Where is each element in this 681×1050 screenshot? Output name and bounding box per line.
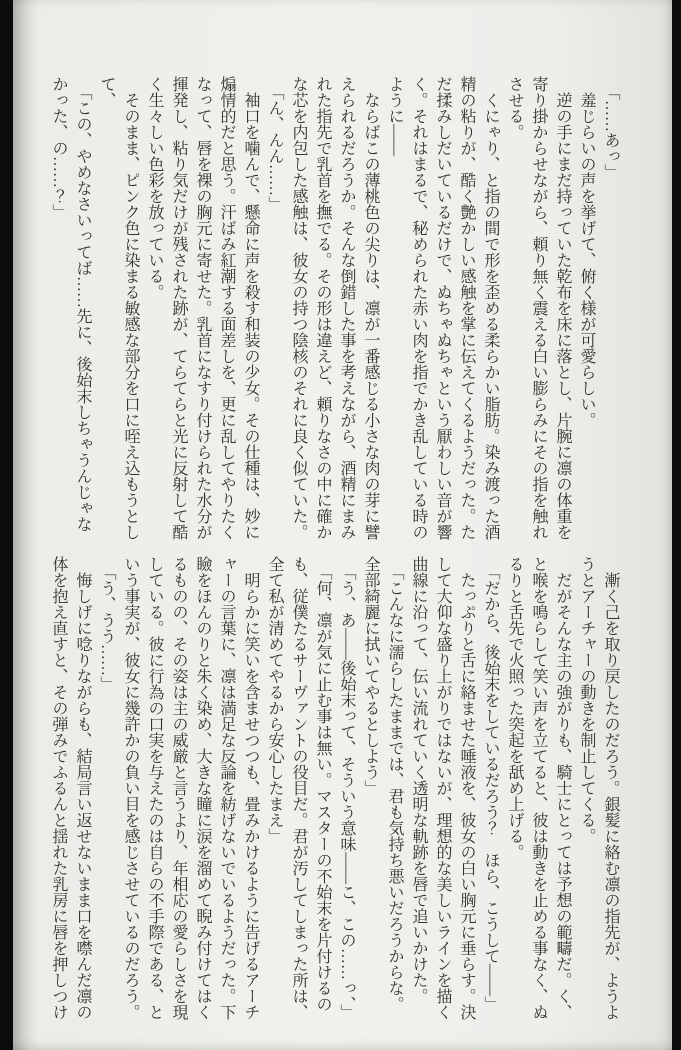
text-line: たっぷりと舌に絡ませた唾液を、彼女の白い胸元に垂らす。決 — [458, 556, 475, 1020]
text-line: ように―― — [386, 76, 403, 156]
text-line: 漸く己を取り戻したのだろう。銀髪に絡む凛の指先が、ようよ — [602, 556, 619, 1020]
text-line: だがそんな主の強がりも、騎士にとっては予想の範疇だ。く、 — [554, 556, 571, 1020]
text-line: ならばこの薄桃色の尖りは、凛が一番感じる小さな肉の芽に譬 — [362, 76, 379, 540]
text-line: 全部綺麗に拭いてやるとしよう」 — [362, 556, 379, 796]
text-line: 寄り掛からせながら、頼り無く震える白い膨らみにその指を触れ — [530, 76, 547, 540]
text-line: 「だから、後始末をしているだろう？ ほら、こうして――」 — [482, 556, 499, 1012]
text-line: 煽情的だと思う。汗ばみ紅潮する面差しを、更に乱してやりたく — [218, 76, 235, 540]
text-block-top — [46, 76, 622, 540]
text-line: と喉を鳴らして笑い声を立てると、彼は動きを止める事なく、ぬ — [530, 556, 547, 1020]
text-line: かった、の……？」 — [50, 76, 67, 220]
text-line: く。それはまるで、秘められた赤い肉を指でかき乱している時の — [410, 76, 427, 540]
text-line: 精の粘りが、酷く艶かしい感触を掌に伝えてくるようだった。た — [458, 76, 475, 540]
text-line: 体を抱え直すと、その弾みでふるんと揺れた乳房に唇を押しつけ — [50, 556, 67, 1020]
text-line: れた指先で乳首を撫でる。その形は違えど、頼りなさの中に確か — [314, 76, 331, 540]
text-line: 「こんなに濡らしたままでは、君も気持ち悪いだろうからな。 — [386, 556, 403, 1012]
text-line: している。彼に行為の口実を与えたのは自らの不手際である、と — [146, 556, 163, 1020]
text-line: るものの、その姿は主の威厳と言うより、年相応の愛らしさを現 — [170, 556, 187, 1020]
text-line: 悔しげに唸りながらも、結局言い返せないまま口を噤んだ凛の — [74, 556, 91, 1020]
text-line: いう事実が、彼女に幾許かの負い目を感じさせているのだろう。 — [122, 556, 139, 1020]
text-line: 「ん、んん……」 — [266, 76, 283, 212]
text-line: 瞼をほんのりと朱く染め、大きな瞳に涙を溜めて睨み付けてはく — [194, 556, 211, 1020]
text-line: 「この、やめなさいってば……先に、後始末しちゃうんじゃな — [74, 76, 91, 532]
text-line: 明らかに笑いを含ませつつも、畳みかけるように告げるアーチ — [242, 556, 259, 1020]
text-line: 「う、あ――後始末って、そういう意味――こ、この……っ、」 — [338, 556, 355, 1020]
text-block-bottom — [46, 556, 622, 1020]
text-line: だ揉みしだいているだけで、ぬちゃぬちゃという厭わしい音が響 — [434, 76, 451, 540]
text-line: そのまま、ピンク色に染まる敏感な部分を口に咥え込もうとし — [122, 76, 139, 540]
text-line: 全て私が清めてやるから安心したまえ」 — [266, 556, 283, 844]
text-line: 揮発し、粘り気だけが残された跡が、てらてらと光に反射して酷 — [170, 76, 187, 540]
text-line: 逆の手にまだ持っていた乾布を床に落とし、片腕に凛の体重を — [554, 76, 571, 540]
text-line: ャーの言葉に、凛は満足な反論を紡げないでいるようだった。下 — [218, 556, 235, 1020]
text-line: 袖口を噛んで、懸命に声を殺す和装の少女。その仕種は、妙に — [242, 76, 259, 540]
text-line: るりと舌先で火照った突起を舐め上げる。 — [506, 556, 523, 860]
text-line: して大仰な盛り上がりではないが、理想的な美しいラインを描く — [434, 556, 451, 1020]
text-line: させる。 — [506, 76, 523, 140]
text-line: 「何、凛が気に止む事は無い。マスターの不始末を片付けるの — [314, 556, 331, 1012]
text-line: 曲線に沿って、伝い流れていく透明な軌跡を唇で追いかけた。 — [410, 556, 427, 1004]
text-line: く生々しい色彩を放っている。 — [146, 76, 163, 300]
text-line: な芯を内包した感触は、彼女の持つ陰核のそれに良く似ていた。 — [290, 76, 307, 540]
text-line: て、 — [98, 76, 115, 108]
page-edge-right-bar — [672, 0, 681, 1050]
text-line: 羞じらいの声を挙げて、俯く様が可愛らしい。 — [578, 76, 595, 428]
text-line: くにゃり、と指の間で形を歪める柔らかい脂肪。染み渡った酒 — [482, 76, 499, 540]
text-line: えられるだろうか。そんな倒錯した事を考えながら、酒精にまみ — [338, 76, 355, 540]
text-line: なって、唇を裸の胸元に寄せた。乳首になすり付けられた水分が — [194, 76, 211, 540]
text-line: 「……あっ」 — [602, 76, 619, 180]
page-edge-left-bar — [0, 0, 13, 1050]
text-line: うとアーチャーの動きを制止してくる。 — [578, 556, 595, 844]
text-line: も、従僕たるサーヴァントの役目だ。君が汚してしまった所は、 — [290, 556, 307, 1020]
text-line: 「う、うう……」 — [98, 556, 115, 692]
paper-surface — [13, 0, 672, 1050]
